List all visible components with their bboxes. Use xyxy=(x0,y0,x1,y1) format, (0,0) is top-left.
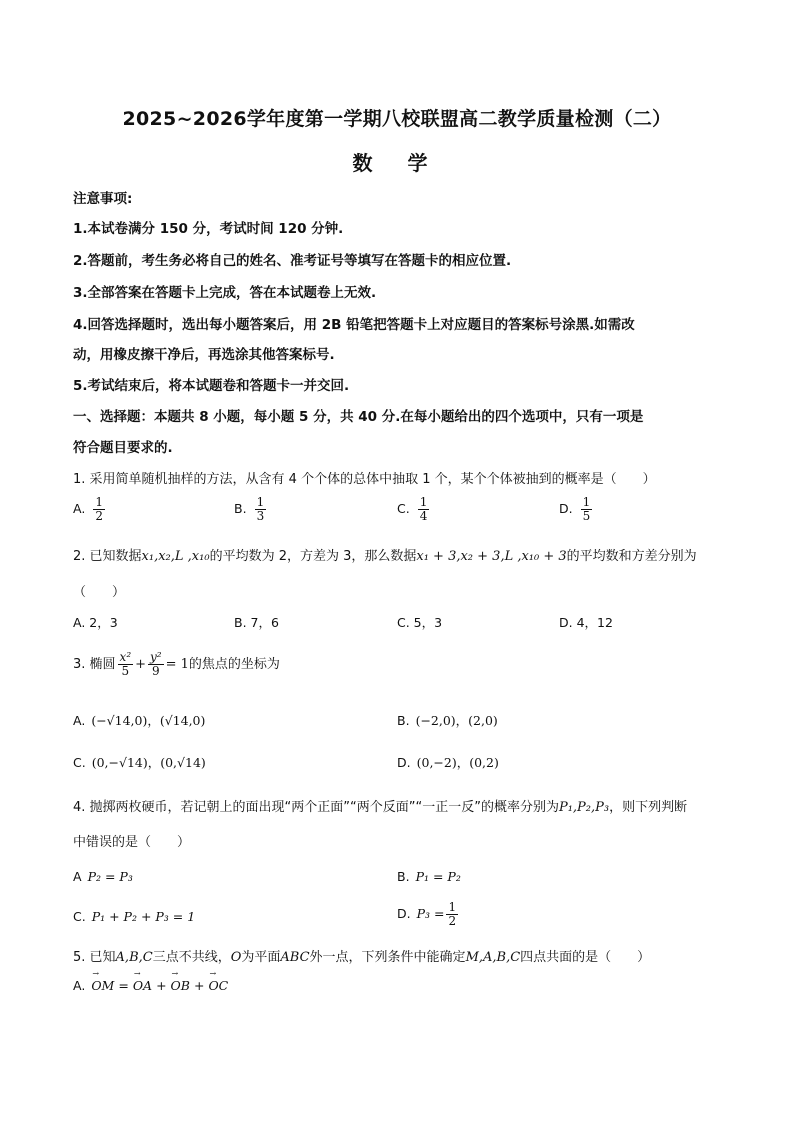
fraction: $\frac{1}{3}$ xyxy=(256,495,265,523)
q3-option-d: D. (0,−2)，(0,2) xyxy=(397,755,499,770)
note-item: 4.回答选择题时，选出每小题答案后，用 2B 铅笔把答题卡上对应题目的答案标号涂黑.如需改 xyxy=(73,317,635,333)
q5-option-a: A.→ OM = → OA + → OB + → OC xyxy=(73,978,228,993)
q2-option-a: A. 2，3 xyxy=(73,615,118,630)
q2-option-d: D. 4，12 xyxy=(559,615,613,630)
question-2: 2. 已知数据x₁,x₂,L ,x₁₀的平均数为 2，方差为 3，那么数据x₁ + 3,x₂ + 3,L ,x₁₀ + 3的平均数和方差分别为 xyxy=(73,549,697,564)
question-2-cont: （ ） xyxy=(73,585,126,600)
fraction: $\frac{\text{y²}}{9}$ xyxy=(150,650,162,678)
q1-option-c xyxy=(397,496,431,523)
section-heading-cont: 符合题目要求的. xyxy=(73,440,173,456)
q4-option-a: A P₂ = P₃ xyxy=(73,869,133,884)
math-expr: (0,−2)，(0,2) xyxy=(416,755,499,770)
fraction: $\frac{1}{2}$ xyxy=(95,495,103,523)
option-label: D. xyxy=(559,501,573,516)
vector: → OC xyxy=(208,978,228,993)
note-item: 5.考试结束后，将本试题卷和答题卡一并交回. xyxy=(73,378,350,394)
question-1: 1. 采用简单随机抽样的方法，从含有 4 个个体的总体中抽取 1 个，某个个体被抽到的概率是（ ） xyxy=(73,472,656,487)
math-expr: P₁ + P₂ + P₃ = 1 xyxy=(91,909,196,924)
math-expr: O xyxy=(230,950,242,965)
question-5: 5. 已知A,B,C三点不共线，O为平面ABC外一点，下列条件中能确定M,A,B,C四点共面的是（ ） xyxy=(73,950,651,965)
note-item: 2.答题前，考生务必将自己的姓名、准考证号等填写在答题卡的相应位置. xyxy=(73,253,512,269)
math-expr: (0,−√14)，(0,√14) xyxy=(91,755,206,770)
question-4-cont: 中错误的是（ ） xyxy=(73,835,191,850)
fraction: $\frac{1}{2}$ xyxy=(448,900,457,928)
q4-option-b: B. P₁ = P₂ xyxy=(397,869,461,884)
vector: → OM xyxy=(91,978,114,993)
subject-title: 数 学 xyxy=(352,151,442,175)
option-label: C. xyxy=(397,501,410,516)
note-item: 动，用橡皮擦干净后，再选涂其他答案标号. xyxy=(73,347,335,363)
math-expr: ABC xyxy=(280,950,310,965)
q1-option-b xyxy=(234,496,268,523)
q4-option-d: D. P₃ = $\frac{1}{2}$ xyxy=(397,900,457,928)
q2-option-c: C. 5，3 xyxy=(397,615,443,630)
fraction: $\frac{1}{5}$ xyxy=(582,495,591,523)
fraction: $\frac{1}{4}$ xyxy=(419,495,428,523)
q3-option-a: A. (−√14,0)，(√14,0) xyxy=(73,713,206,728)
math-expr: P₁ = P₂ xyxy=(415,869,461,884)
math-expr: P₃ = xyxy=(416,906,445,921)
q3-option-c: C. (0,−√14)，(0,√14) xyxy=(73,755,206,770)
math-expr: x₁,x₂,L ,x₁₀ xyxy=(141,549,210,564)
fraction: $\frac{\text{x²}}{5}$ xyxy=(119,650,132,678)
exam-title: 2025~2026学年度第一学期八校联盟高二教学质量检测（二） xyxy=(122,108,672,130)
q4-option-c: C. P₁ + P₂ + P₃ = 1 xyxy=(73,909,196,924)
q2-option-b: B. 7，6 xyxy=(234,615,279,630)
q3-option-b: B. (−2,0)，(2,0) xyxy=(397,713,498,728)
vector: → OB xyxy=(171,978,190,993)
math-expr: x₁ + 3,x₂ + 3,L ,x₁₀ + 3 xyxy=(416,549,567,564)
option-label: A. xyxy=(73,501,86,516)
question-3: 3. 椭圆 $\frac{\text{x²}}{5}$ + $\frac{\text{y²}}{9}$ = 1的焦点的坐标为 xyxy=(73,650,280,678)
note-item: 1.本试卷满分 150 分，考试时间 120 分钟. xyxy=(73,221,344,237)
math-expr: M,A,B,C xyxy=(465,950,521,965)
section-heading: 一、选择题：本题共 8 小题，每小题 5 分，共 40 分.在每小题给出的四个选项中，只有一项是 xyxy=(73,409,644,425)
question-4: 4. 抛掷两枚硬币，若记朝上的面出现“两个正面”“两个反面”“一正一反”的概率分别为P₁,P₂,P₃，则下列判断 xyxy=(73,800,688,815)
math-expr: (−2,0)，(2,0) xyxy=(415,713,498,728)
math-expr: (−√14,0)，(√14,0) xyxy=(91,713,206,728)
option-label: B. xyxy=(234,501,247,516)
q1-option-a xyxy=(73,496,107,523)
notes-heading: 注意事项: xyxy=(73,191,133,207)
note-item: 3.全部答案在答题卡上完成，答在本试题卷上无效. xyxy=(73,285,377,301)
math-expr: P₁,P₂,P₃ xyxy=(558,800,610,815)
math-expr: A,B,C xyxy=(115,950,153,965)
q1-option-d xyxy=(559,496,594,523)
vector: → OA xyxy=(133,978,152,993)
math-expr: P₂ = P₃ xyxy=(87,869,133,884)
